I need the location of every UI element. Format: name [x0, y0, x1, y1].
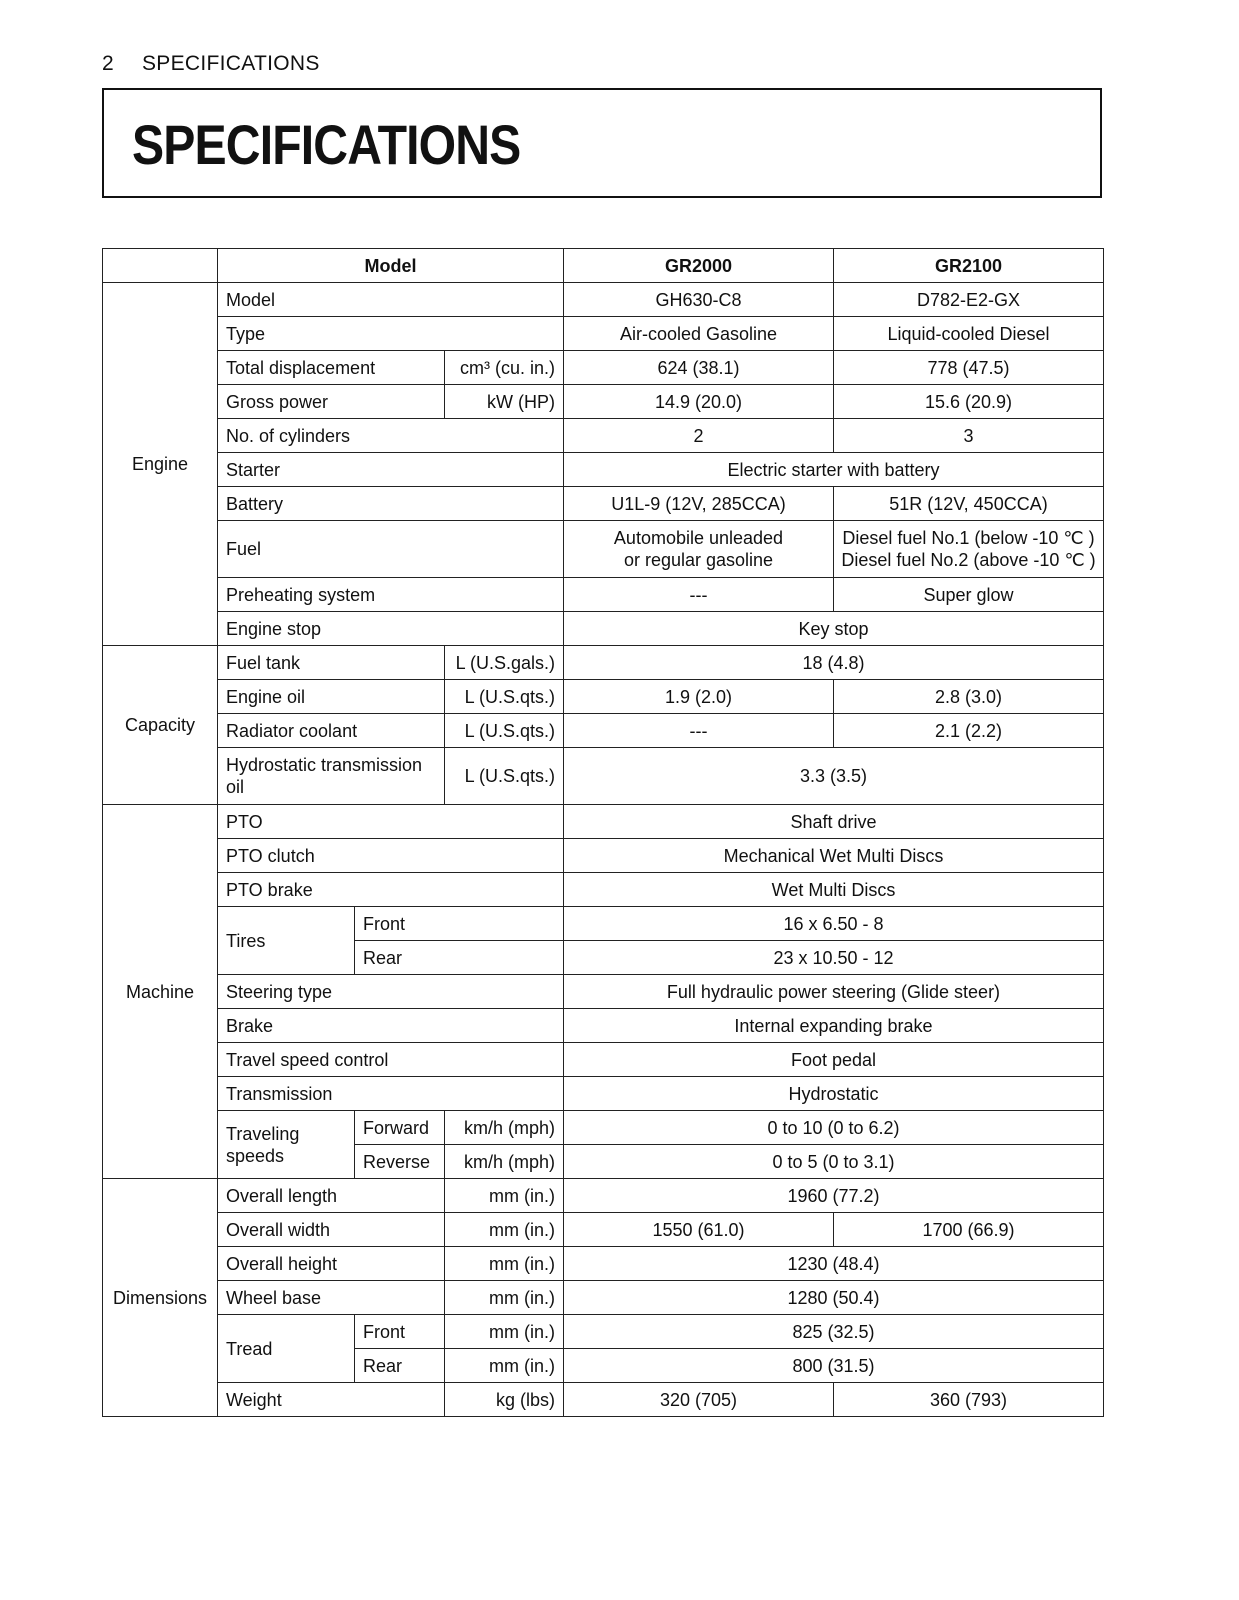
- value-gr2000: 1.9 (2.0): [564, 680, 834, 714]
- table-row: [103, 317, 1104, 351]
- page-title: SPECIFICATIONS: [132, 113, 521, 176]
- row-label: Type: [218, 317, 564, 351]
- row-label: Model: [218, 283, 564, 317]
- sub-label: Front: [355, 1315, 445, 1349]
- sub-label: Rear: [355, 941, 564, 975]
- table-row: [103, 419, 1104, 453]
- row-label: Wheel base: [218, 1281, 445, 1315]
- table-row: [103, 748, 1104, 805]
- row-label: Hydrostatic transmission oil: [218, 748, 445, 805]
- fuel-gr2000-line2: or regular gasoline: [623, 550, 774, 570]
- table-row: [103, 1247, 1104, 1281]
- row-label: Transmission: [218, 1077, 564, 1111]
- value-shared: Wet Multi Discs: [564, 873, 1104, 907]
- value-shared: Foot pedal: [564, 1043, 1104, 1077]
- row-label: PTO: [218, 805, 564, 839]
- row-label: Radiator coolant: [218, 714, 445, 748]
- value-gr2100: 1700 (66.9): [834, 1213, 1104, 1247]
- row-label: Total displacement: [218, 351, 445, 385]
- table-row: [103, 385, 1104, 419]
- unit-cell: km/h (mph): [445, 1111, 564, 1145]
- value-gr2000: GH630-C8: [564, 283, 834, 317]
- value-gr2000: 2: [564, 419, 834, 453]
- value-shared: Shaft drive: [564, 805, 1104, 839]
- row-label: Starter: [218, 453, 564, 487]
- table-row: [103, 612, 1104, 646]
- table-row: [103, 680, 1104, 714]
- value-gr2100: 360 (793): [834, 1383, 1104, 1417]
- unit-cell: kW (HP): [445, 385, 564, 419]
- unit-cell: mm (in.): [445, 1213, 564, 1247]
- table-row: [103, 487, 1104, 521]
- unit-cell: mm (in.): [445, 1281, 564, 1315]
- sub-label: Front: [355, 907, 564, 941]
- row-label: Overall length: [218, 1179, 445, 1213]
- unit-cell: mm (in.): [445, 1349, 564, 1383]
- group-engine: Engine: [103, 283, 218, 646]
- header-blank-cell: [103, 249, 218, 283]
- value-shared: 1960 (77.2): [564, 1179, 1104, 1213]
- value-gr2000: Air-cooled Gasoline: [564, 317, 834, 351]
- fuel-gr2100-line2: Diesel fuel No.2 (above -10 ℃ ): [841, 550, 1096, 570]
- row-label: Weight: [218, 1383, 445, 1417]
- unit-cell: km/h (mph): [445, 1145, 564, 1179]
- value-gr2100: 15.6 (20.9): [834, 385, 1104, 419]
- value-gr2000: ---: [564, 714, 834, 748]
- table-header-row: [103, 249, 1104, 283]
- value-shared: 1230 (48.4): [564, 1247, 1104, 1281]
- value-shared: 23 x 10.50 - 12: [564, 941, 1104, 975]
- value-gr2100: D782-E2-GX: [834, 283, 1104, 317]
- value-shared: 800 (31.5): [564, 1349, 1104, 1383]
- unit-cell: kg (lbs): [445, 1383, 564, 1417]
- unit-cell: mm (in.): [445, 1179, 564, 1213]
- value-shared: Hydrostatic: [564, 1077, 1104, 1111]
- value-shared: 16 x 6.50 - 8: [564, 907, 1104, 941]
- table-row: [103, 521, 1104, 578]
- row-label: Tires: [218, 907, 355, 975]
- header-gr2100: GR2100: [834, 249, 1104, 283]
- value-gr2000: 320 (705): [564, 1383, 834, 1417]
- table-row: [103, 283, 1104, 317]
- table-row: [103, 1077, 1104, 1111]
- specifications-table: [102, 248, 1104, 1417]
- unit-cell: L (U.S.qts.): [445, 680, 564, 714]
- row-label: Fuel tank: [218, 646, 445, 680]
- sub-label: Reverse: [355, 1145, 445, 1179]
- table-row: [103, 453, 1104, 487]
- row-label: No. of cylinders: [218, 419, 564, 453]
- row-label: Engine stop: [218, 612, 564, 646]
- value-shared: 18 (4.8): [564, 646, 1104, 680]
- value-shared: Key stop: [564, 612, 1104, 646]
- value-shared: 1280 (50.4): [564, 1281, 1104, 1315]
- value-gr2100: Liquid-cooled Diesel: [834, 317, 1104, 351]
- value-gr2100: 2.8 (3.0): [834, 680, 1104, 714]
- table-row: [103, 975, 1104, 1009]
- table-row: [103, 1315, 1104, 1349]
- unit-cell: L (U.S.qts.): [445, 714, 564, 748]
- title-box: [102, 88, 1102, 198]
- group-capacity: Capacity: [103, 646, 218, 805]
- table-row: [103, 578, 1104, 612]
- value-shared: 0 to 10 (0 to 6.2): [564, 1111, 1104, 1145]
- table-row: [103, 1281, 1104, 1315]
- value-gr2100: [834, 521, 1104, 578]
- table-row: [103, 839, 1104, 873]
- value-shared: 3.3 (3.5): [564, 748, 1104, 805]
- group-machine: Machine: [103, 805, 218, 1179]
- value-gr2100: 2.1 (2.2): [834, 714, 1104, 748]
- value-shared: Electric starter with battery: [564, 453, 1104, 487]
- table-row: [103, 1009, 1104, 1043]
- row-label: Battery: [218, 487, 564, 521]
- value-gr2100: 3: [834, 419, 1104, 453]
- table-row: [103, 873, 1104, 907]
- table-row: [103, 714, 1104, 748]
- table-row: [103, 907, 1104, 941]
- page-number: 2: [102, 52, 114, 75]
- table-row: [103, 1111, 1104, 1145]
- value-shared: 0 to 5 (0 to 3.1): [564, 1145, 1104, 1179]
- value-gr2000: U1L-9 (12V, 285CCA): [564, 487, 834, 521]
- page-header: [102, 52, 320, 76]
- value-gr2000: 1550 (61.0): [564, 1213, 834, 1247]
- sub-label: Rear: [355, 1349, 445, 1383]
- row-label: Travel speed control: [218, 1043, 564, 1077]
- row-label: Engine oil: [218, 680, 445, 714]
- value-shared: Full hydraulic power steering (Glide steer): [564, 975, 1104, 1009]
- value-shared: Internal expanding brake: [564, 1009, 1104, 1043]
- value-gr2000: 624 (38.1): [564, 351, 834, 385]
- row-label: Preheating system: [218, 578, 564, 612]
- sub-label: Forward: [355, 1111, 445, 1145]
- value-gr2000: [564, 521, 834, 578]
- table-row: [103, 646, 1104, 680]
- value-gr2100: 778 (47.5): [834, 351, 1104, 385]
- header-gr2000: GR2000: [564, 249, 834, 283]
- unit-cell: mm (in.): [445, 1247, 564, 1281]
- value-gr2000: ---: [564, 578, 834, 612]
- row-label: Brake: [218, 1009, 564, 1043]
- value-gr2100: Super glow: [834, 578, 1104, 612]
- group-dimensions: Dimensions: [103, 1179, 218, 1417]
- table-row: [103, 351, 1104, 385]
- unit-cell: cm³ (cu. in.): [445, 351, 564, 385]
- table-row: [103, 1383, 1104, 1417]
- row-label: PTO brake: [218, 873, 564, 907]
- unit-cell: L (U.S.gals.): [445, 646, 564, 680]
- fuel-gr2000-line1: Automobile unleaded: [613, 528, 784, 548]
- value-shared: 825 (32.5): [564, 1315, 1104, 1349]
- value-shared: Mechanical Wet Multi Discs: [564, 839, 1104, 873]
- fuel-gr2100-line1: Diesel fuel No.1 (below -10 ℃ ): [842, 528, 1095, 548]
- row-label: Gross power: [218, 385, 445, 419]
- value-gr2000: 14.9 (20.0): [564, 385, 834, 419]
- table-row: [103, 1213, 1104, 1247]
- table-row: [103, 1043, 1104, 1077]
- row-label: Tread: [218, 1315, 355, 1383]
- header-model-label: Model: [218, 249, 564, 283]
- row-label: PTO clutch: [218, 839, 564, 873]
- value-gr2100: 51R (12V, 450CCA): [834, 487, 1104, 521]
- unit-cell: L (U.S.qts.): [445, 748, 564, 805]
- running-section-title: SPECIFICATIONS: [141, 52, 320, 75]
- table-row: [103, 1179, 1104, 1213]
- row-label: Overall height: [218, 1247, 445, 1281]
- unit-cell: mm (in.): [445, 1315, 564, 1349]
- table-row: [103, 805, 1104, 839]
- row-label: Traveling speeds: [218, 1111, 355, 1179]
- row-label: Fuel: [218, 521, 564, 578]
- row-label: Overall width: [218, 1213, 445, 1247]
- row-label: Steering type: [218, 975, 564, 1009]
